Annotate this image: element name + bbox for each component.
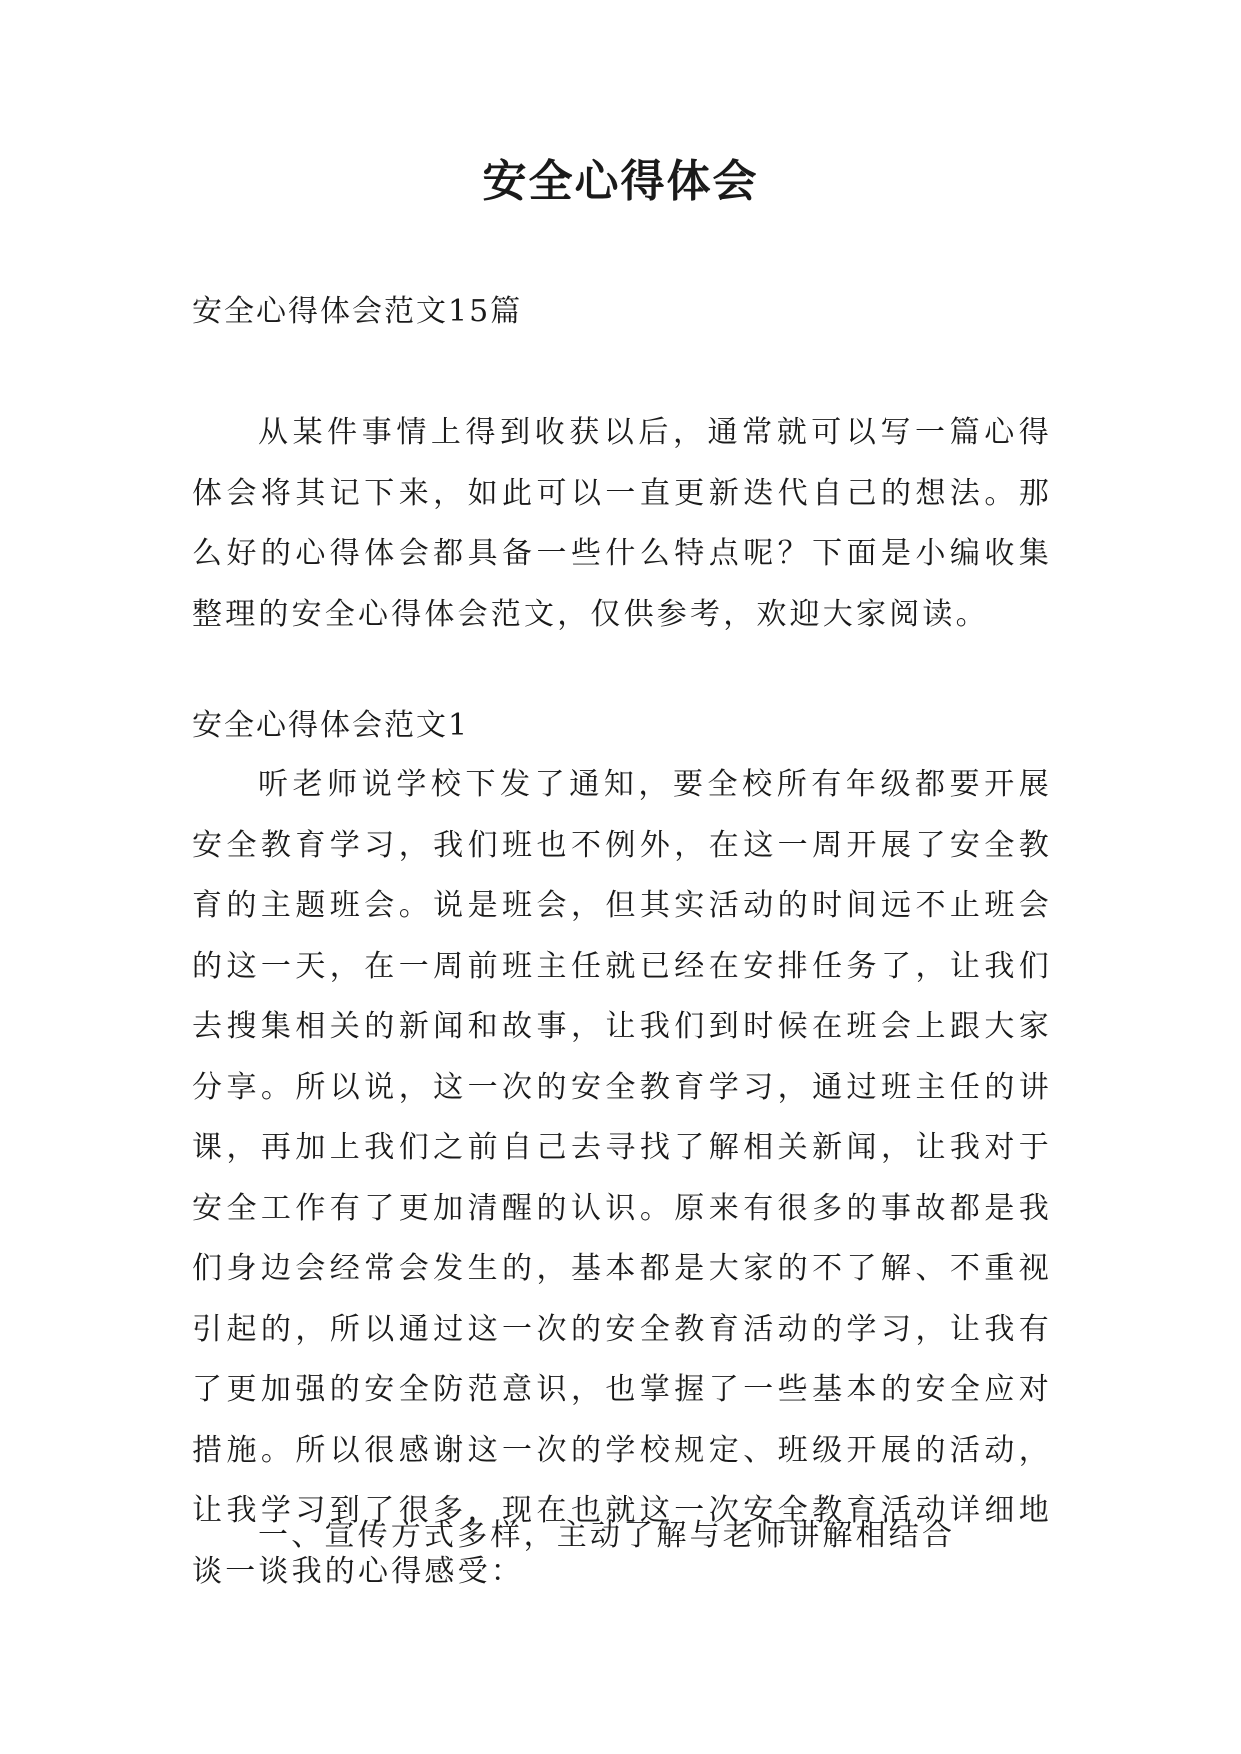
- document-subtitle: 安全心得体会范文15篇: [192, 294, 523, 329]
- section-subheading: 一、宣传方式多样，主动了解与老师讲解相结合: [258, 1518, 956, 1553]
- section-paragraph: 听老师说学校下发了通知，要全校所有年级都要开展安全教育学习，我们班也不例外，在这一周开展了安全教育的主题班会。说是班会，但其实活动的时间远不止班会的这一天，在一周前班主任就已经在安排任务了，让我们去搜集相关的新闻和故事，让我们到时候在班会上跟大家分享。所以说，这一次的安全教育学习，通过班主任的讲课，再加上我们之前自己去寻找了解相关新闻，让我对于安全工作有了更加清醒的认识。原来有很多的事故都是我们身边会经常会发生的，基本都是大家的不了解、不重视引起的，所以通过这一次的安全教育活动的学习，让我有了更加强的安全防范意识，也掌握了一些基本的安全应对措施。所以很感谢这一次的学校规定、班级开展的活动，让我学习到了很多，现在也就这一次安全教育活动详细地谈一谈我的心得感受：: [192, 767, 1052, 1589]
- document-title: 安全心得体会: [482, 156, 759, 207]
- intro-paragraph: 从某件事情上得到收获以后，通常就可以写一篇心得体会将其记下来，如此可以一直更新迭代自己的想法。那么好的心得体会都具备一些什么特点呢？下面是小编收集整理的安全心得体会范文，仅供参考，欢迎大家阅读。: [192, 415, 1052, 632]
- section-heading: 安全心得体会范文1: [192, 708, 470, 743]
